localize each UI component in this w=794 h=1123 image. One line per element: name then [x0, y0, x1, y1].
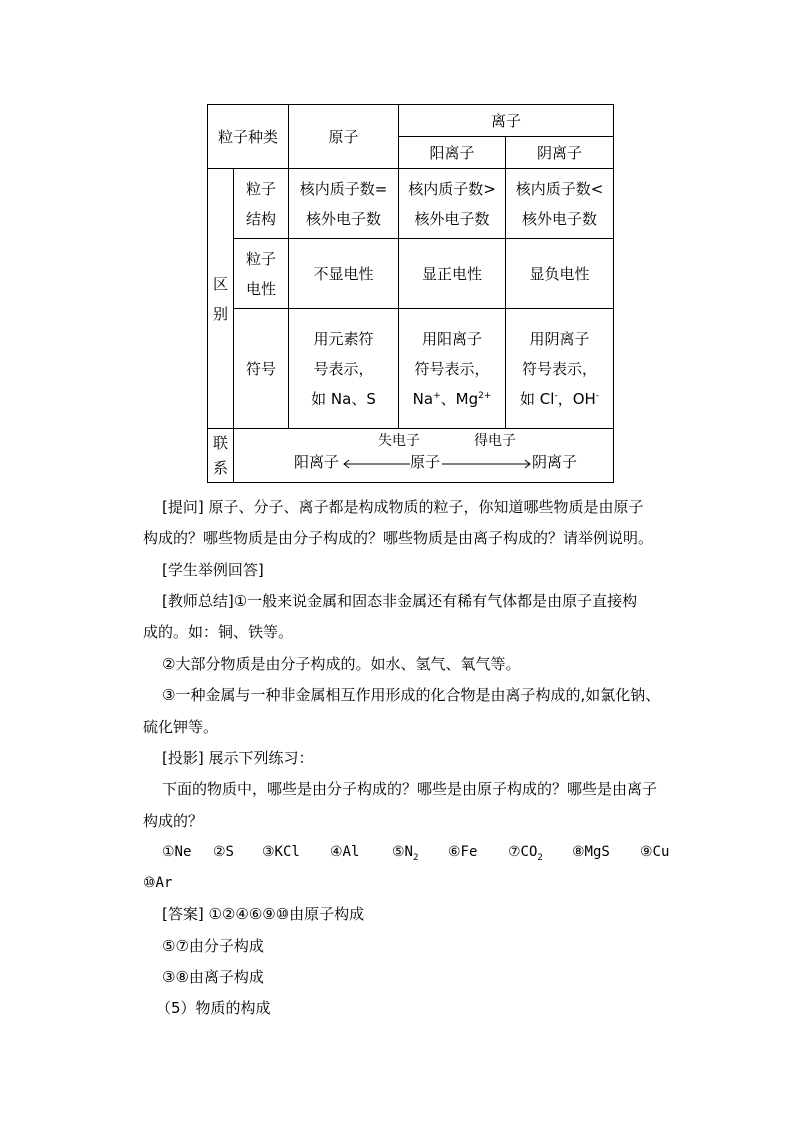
structure-cation: 核内质子数> 核外电子数 [399, 169, 506, 239]
list-item: ⑧MgS [572, 844, 610, 860]
structure-anion: 核内质子数< 核外电子数 [506, 169, 614, 239]
teacher-summary-line-3: ②大部分物质是由分子构成的。如水、氢气、氧气等。 [162, 655, 521, 673]
list-item: $⑤N_2$ [392, 844, 419, 863]
teacher-summary-line-4: ③一种金属与一种非金属相互作用形成的化合物是由离子构成的,如氯化钠、 [162, 686, 661, 704]
answer-line-1: [答案] ①②④⑥⑨⑩由原子构成 [162, 905, 365, 923]
projection-line: [投影] 展示下列练习： [162, 749, 314, 767]
list-item: ①Ne [162, 844, 192, 860]
list-item: $⑦CO_2$ [508, 844, 543, 863]
teacher-summary-line-2: 成的。如：铜、铁等。 [143, 623, 294, 641]
left-arrow-icon [342, 458, 410, 470]
relation-atom: 原子 [410, 452, 441, 471]
list-item: ⑩Ar [143, 875, 173, 891]
header-atom: 原子 [289, 105, 399, 169]
exercise-line-1: 下面的物质中，哪些是由分子构成的？哪些是由原子构成的？哪些是由离子 [162, 780, 658, 798]
charge-atom: 不显电性 [289, 239, 399, 309]
symbol-cation: 用阳离子 符号表示， Na+、$Mg^{2+}$ [399, 309, 506, 429]
header-cation: 阳离子 [399, 137, 506, 169]
row-label-structure: 粒子 结构 [234, 169, 289, 239]
list-item: ③KCl [262, 844, 300, 860]
relation-cell [234, 429, 614, 483]
section-heading: （5）物质的构成 [156, 999, 271, 1017]
relation-diagram [234, 430, 613, 482]
question-line-1: [提问] 原子、分子、离子都是构成物质的粒子，你知道哪些物质是由原子 [162, 498, 644, 516]
question-line-2: 构成的？哪些物质是由分子构成的？哪些物质是由离子构成的？请举例说明。 [143, 529, 654, 547]
teacher-summary-line-5: 硫化钾等。 [143, 718, 219, 736]
charge-anion: 显负电性 [506, 239, 614, 309]
list-item: ⑨Cu [640, 844, 670, 860]
answer-line-2: ⑤⑦由分子构成 [162, 937, 264, 955]
symbol-anion: 用阴离子 符号表示， 如 Cl-，OH- [506, 309, 614, 429]
particle-comparison-table [207, 104, 614, 483]
list-item: ②S [213, 844, 234, 860]
relation-anion: 阴离子 [532, 452, 578, 471]
row-label-symbol: 符号 [234, 309, 289, 429]
structure-atom: 核内质子数= 核外电子数 [289, 169, 399, 239]
exercise-line-2: 构成的？ [143, 812, 204, 830]
relation-label: 联 系 [208, 429, 234, 483]
relation-cation: 阳离子 [294, 452, 340, 471]
answer-line-3: ③⑧由离子构成 [162, 968, 264, 986]
students-answer: [学生举例回答] [162, 561, 264, 579]
symbol-atom: 用元素符 号表示， 如 Na、S [289, 309, 399, 429]
relation-gain-electron: 得电子 [474, 432, 516, 449]
row-label-charge: 粒子 电性 [234, 239, 289, 309]
charge-cation: 显正电性 [399, 239, 506, 309]
difference-label: 区 别 [208, 169, 234, 429]
list-item: ④Al [330, 844, 360, 860]
header-anion: 阴离子 [506, 137, 614, 169]
relation-lose-electron: 失电子 [378, 432, 420, 449]
header-ion: 离子 [399, 105, 614, 137]
right-arrow-icon [442, 458, 532, 470]
list-item: ⑥Fe [448, 844, 478, 860]
header-particle-type: 粒子种类 [208, 105, 289, 169]
teacher-summary-line-1: [教师总结]①一般来说金属和固态非金属还有稀有气体都是由原子直接构 [162, 592, 638, 610]
